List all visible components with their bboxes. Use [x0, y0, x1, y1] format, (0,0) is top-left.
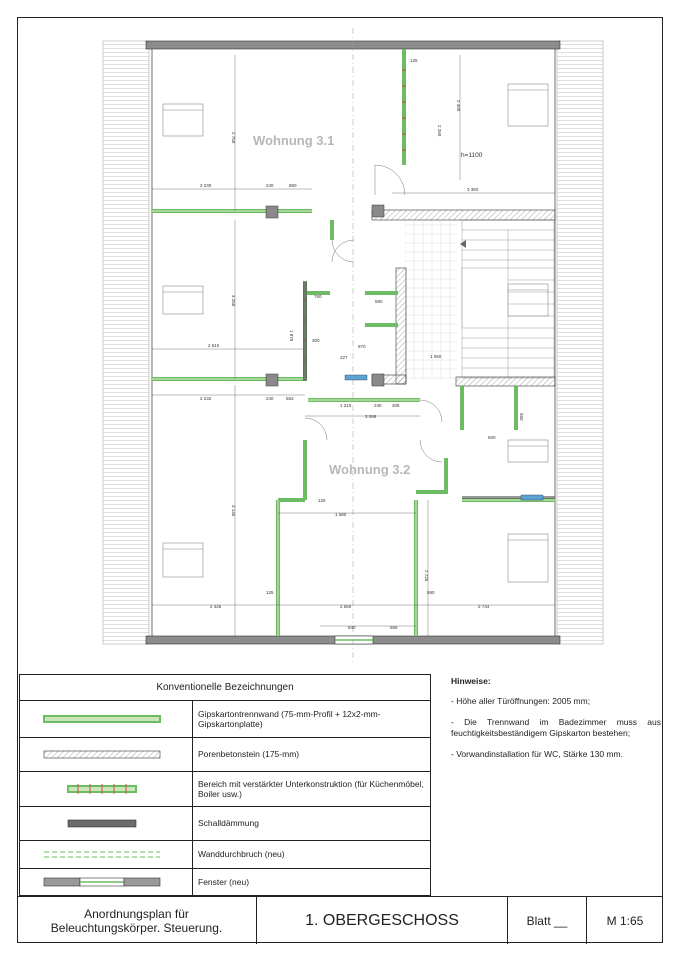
dim-text: 1 580 — [335, 512, 347, 517]
drywall-cores — [152, 211, 555, 636]
dim-text: 1 050 — [430, 354, 442, 359]
dim-text: 2 260 — [437, 125, 442, 137]
legend-row-wall-opening — [20, 841, 430, 869]
roof-slope-right — [557, 41, 603, 644]
dim-text: 2 610 — [208, 343, 220, 348]
legend-row-aerated-concrete — [20, 738, 430, 772]
dim-text: 3 255 — [231, 295, 236, 307]
dim-text: 240 — [266, 183, 274, 188]
roof-windows — [163, 84, 548, 582]
title-sheet: Blatt __ — [508, 897, 587, 944]
dim-text: 565 — [390, 625, 398, 630]
note-item: - Die Trennwand im Badezimmer muss aus feuchtigkeitsbeständigem Gipskarton bestehen; — [451, 717, 661, 738]
legend-text: Fenster (neu) — [198, 876, 250, 887]
dim-text: 640 — [348, 625, 356, 630]
dim-text: 2 230 — [200, 183, 212, 188]
title-block — [17, 896, 663, 944]
legend-text: Schalldämmung — [198, 818, 259, 829]
sound-insulation — [303, 281, 307, 381]
dim-text: 305 — [392, 403, 400, 408]
sound-insulation-symbol — [20, 807, 193, 840]
dim-text: 125 — [410, 58, 418, 63]
dim-text: 3 145 — [231, 505, 236, 517]
dim-text: 1 210 — [340, 403, 352, 408]
dim-text: 2 734 — [478, 604, 490, 609]
notes-panel — [451, 676, 661, 771]
legend-text: Wanddurchbruch (neu) — [198, 849, 285, 860]
dim-text: 240 — [266, 396, 274, 401]
dim-text: 125 — [266, 590, 274, 595]
legend-text: Bereich mit verstärkter Unterkonstruktion (für Küchenmöbel, Boiler usw.) — [198, 778, 424, 799]
dim-text: 500 — [488, 435, 496, 440]
legend-title: Konventionelle Bezeichnungen — [20, 675, 430, 701]
notes-title: Hinweise: — [451, 676, 491, 686]
roof-slope-left — [103, 41, 149, 644]
dim-text: 850 — [289, 183, 297, 188]
note-item: - Vorwandinstallation für WC, Stärke 130 mm. — [451, 749, 623, 759]
dim-text: 3 382 — [467, 187, 479, 192]
legend-text: Gipskartontrennwand (75-mm-Profil + 12x2-mm-Gipskartonplatte) — [198, 708, 381, 729]
dim-text: 2 300 — [456, 100, 461, 112]
height-note: h=1100 — [461, 152, 483, 159]
wall-opening-symbol — [20, 841, 193, 868]
legend-row-drywall — [20, 701, 430, 738]
legend-row-sound-insulation — [20, 807, 430, 841]
dim-text: 300 — [312, 338, 320, 343]
room-label-wohnung-3-2: Wohnung 3.2 — [329, 462, 411, 477]
dim-text: 2 725 — [424, 570, 429, 582]
legend-text: Porenbetonstein (175-mm) — [198, 749, 300, 760]
dim-text: 3 068 — [365, 414, 377, 419]
title-description: Anordnungsplan für Beleuchtungskörper. Steuerung. — [17, 897, 257, 944]
window-symbol — [20, 869, 193, 895]
dim-text: 590 — [375, 299, 383, 304]
dim-text: 2 550 — [340, 604, 352, 609]
dim-text: 590 — [427, 590, 435, 595]
title-scale: M 1:65 — [606, 913, 644, 928]
chimney-blocks — [266, 205, 384, 386]
drywall-symbol — [20, 701, 193, 737]
staircase — [462, 220, 554, 378]
dim-text: 1 875 — [289, 330, 294, 342]
dim-text: 240 — [374, 403, 382, 408]
legend-table — [19, 674, 431, 896]
legend-row-window — [20, 869, 430, 895]
dim-text: 227 — [340, 355, 348, 360]
aerated-concrete-walls — [372, 210, 555, 386]
dim-text: 2 425 — [210, 604, 222, 609]
legend-row-reinforced — [20, 772, 430, 807]
dim-text: 2 750 — [231, 132, 236, 144]
dim-text: 550 — [519, 413, 524, 421]
dim-text: 760 — [314, 294, 322, 299]
room-label-wohnung-3-1: Wohnung 3.1 — [253, 133, 335, 148]
reinforced-symbol — [20, 772, 193, 806]
aerated-concrete-symbol — [20, 738, 193, 771]
dim-text: 970 — [358, 344, 366, 349]
dim-text: 553 — [286, 396, 294, 401]
dim-text: 125 — [318, 498, 326, 503]
stair-arrow-icon — [460, 240, 466, 248]
note-item: - Höhe aller Türöffnungen: 2005 mm; — [451, 695, 591, 706]
dim-text: 2 232 — [200, 396, 212, 401]
title-floor: 1. OBERGESCHOSS — [257, 897, 508, 944]
